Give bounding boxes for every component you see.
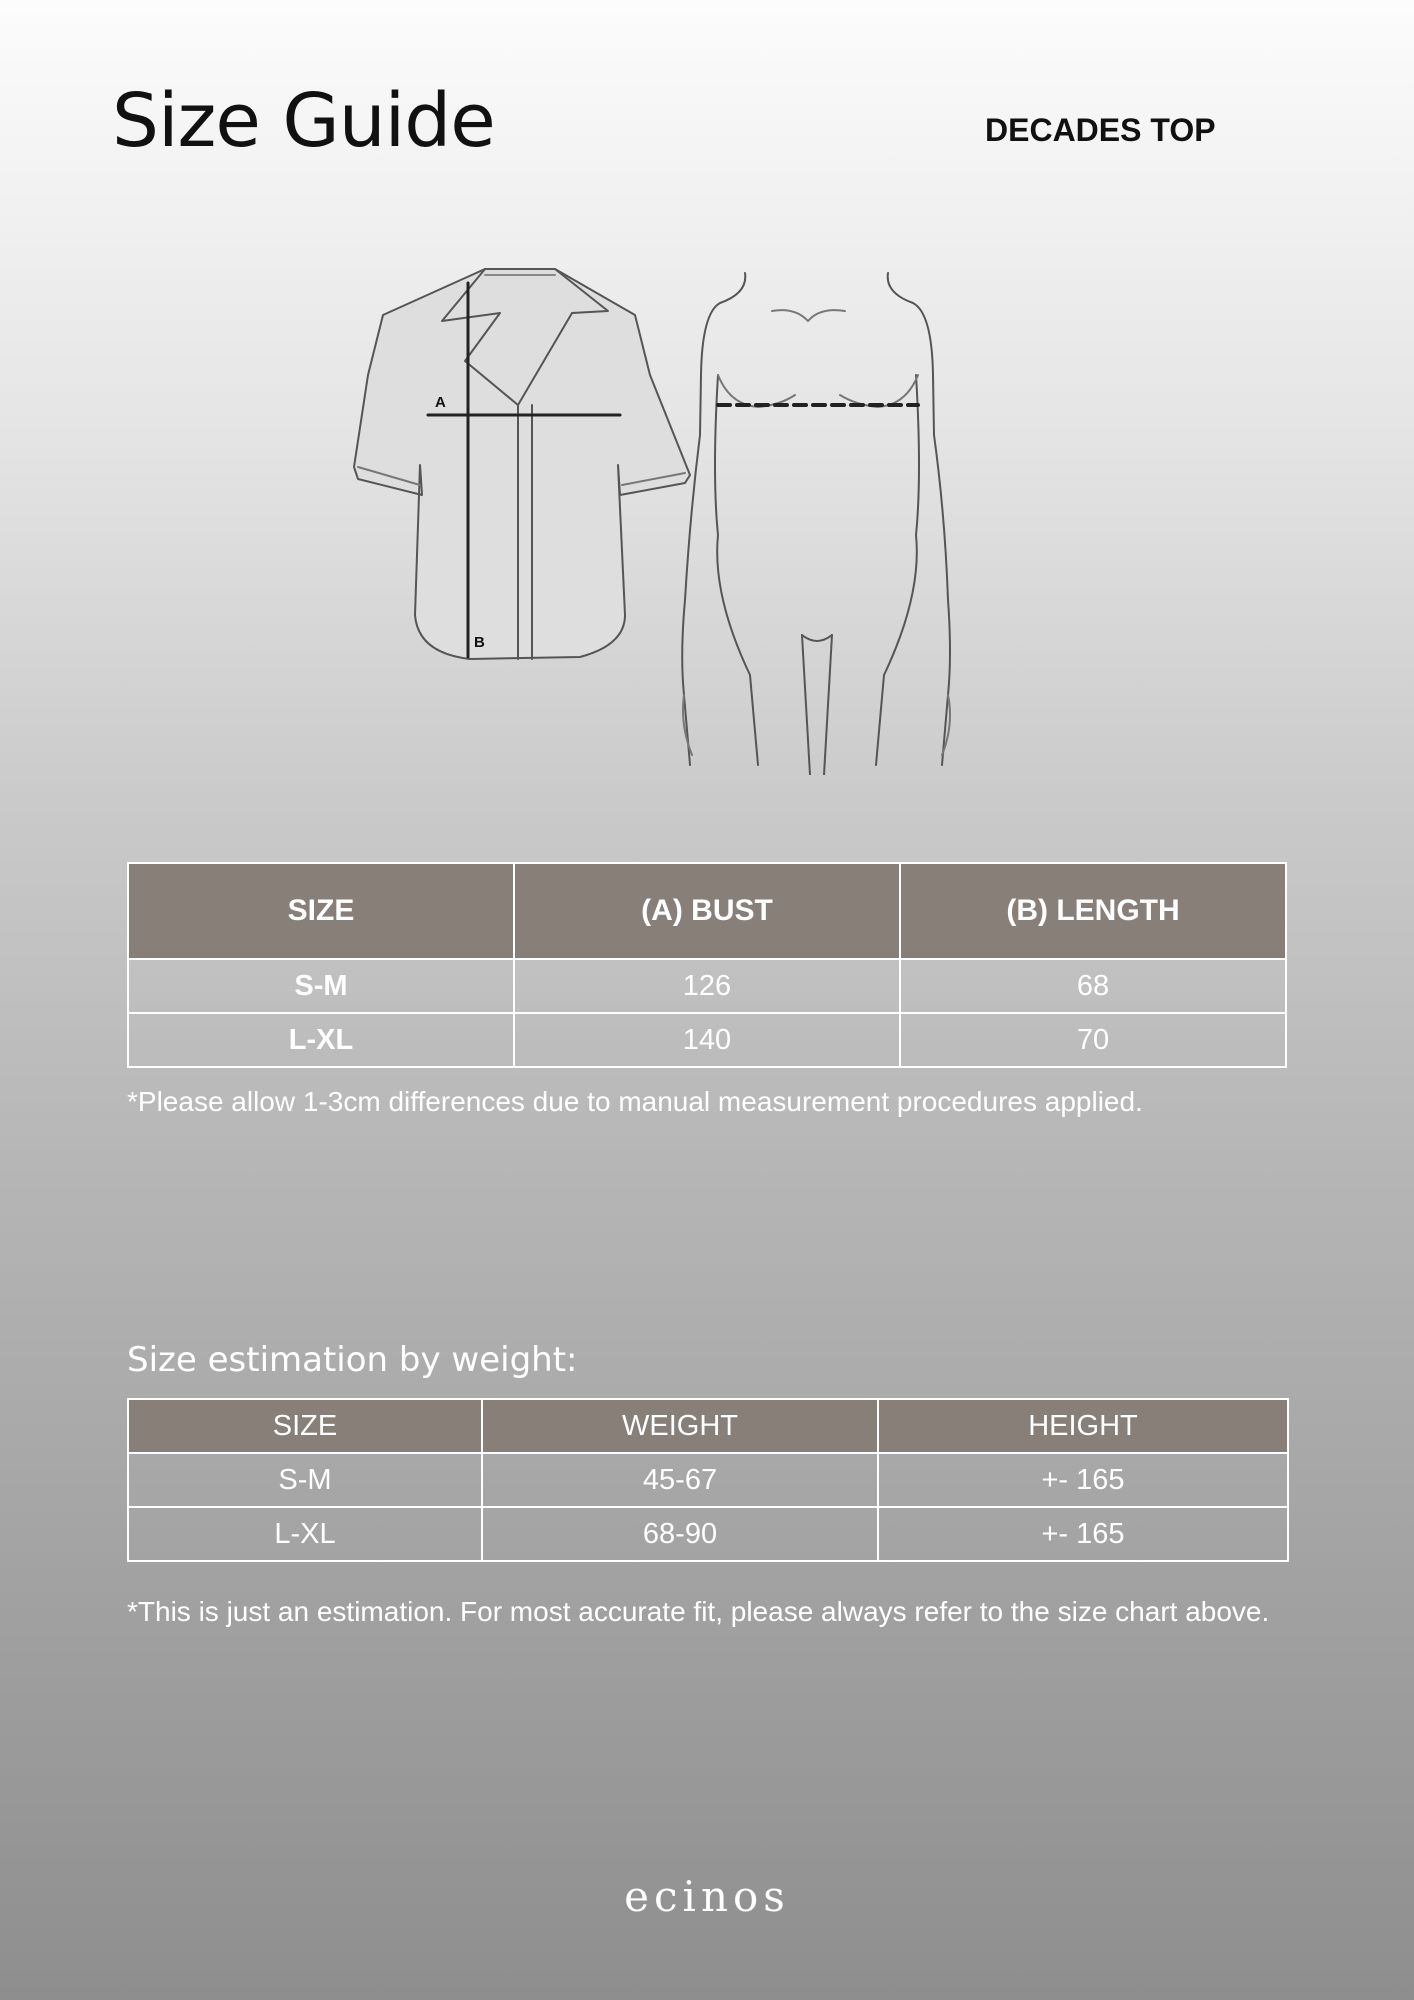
brand-logo: ecinos xyxy=(624,1872,790,1921)
weight-cell: 68-90 xyxy=(482,1507,878,1561)
header-height: HEIGHT xyxy=(878,1399,1288,1453)
header-size: SIZE xyxy=(128,1399,482,1453)
size-chart-header-row xyxy=(128,863,1286,959)
label-a: A xyxy=(435,394,446,411)
weight-cell: 45-67 xyxy=(482,1453,878,1507)
header-bust: (A) BUST xyxy=(514,863,900,959)
height-cell: +- 165 xyxy=(878,1453,1288,1507)
measurement-illustration xyxy=(340,255,1020,775)
height-cell: +- 165 xyxy=(878,1507,1288,1561)
estimation-heading: Size estimation by weight: xyxy=(127,1340,578,1380)
size-cell: L-XL xyxy=(128,1013,514,1067)
bust-cell: 140 xyxy=(514,1013,900,1067)
weight-chart-header-row xyxy=(128,1399,1288,1453)
measurement-note: *Please allow 1-3cm differences due to manual measurement procedures applied. xyxy=(127,1086,1143,1117)
size-cell: S-M xyxy=(128,1453,482,1507)
table-row xyxy=(128,1507,1288,1561)
header-length: (B) LENGTH xyxy=(900,863,1286,959)
length-cell: 68 xyxy=(900,959,1286,1013)
table-row xyxy=(128,1453,1288,1507)
size-chart-table xyxy=(127,862,1287,1068)
body-drawing xyxy=(682,273,950,775)
table-row xyxy=(128,959,1286,1013)
header-weight: WEIGHT xyxy=(482,1399,878,1453)
shirt-drawing xyxy=(354,269,690,659)
length-cell: 70 xyxy=(900,1013,1286,1067)
header-size: SIZE xyxy=(128,863,514,959)
estimation-note: *This is just an estimation. For most accurate fit, please always refer to the size chart above. xyxy=(127,1596,1270,1627)
table-row xyxy=(128,1013,1286,1067)
page-title: Size Guide xyxy=(112,78,495,164)
weight-chart-table xyxy=(127,1398,1289,1562)
label-b: B xyxy=(474,634,485,651)
bust-cell: 126 xyxy=(514,959,900,1013)
size-cell: L-XL xyxy=(128,1507,482,1561)
size-cell: S-M xyxy=(128,959,514,1013)
product-name: DECADES TOP xyxy=(985,112,1216,148)
